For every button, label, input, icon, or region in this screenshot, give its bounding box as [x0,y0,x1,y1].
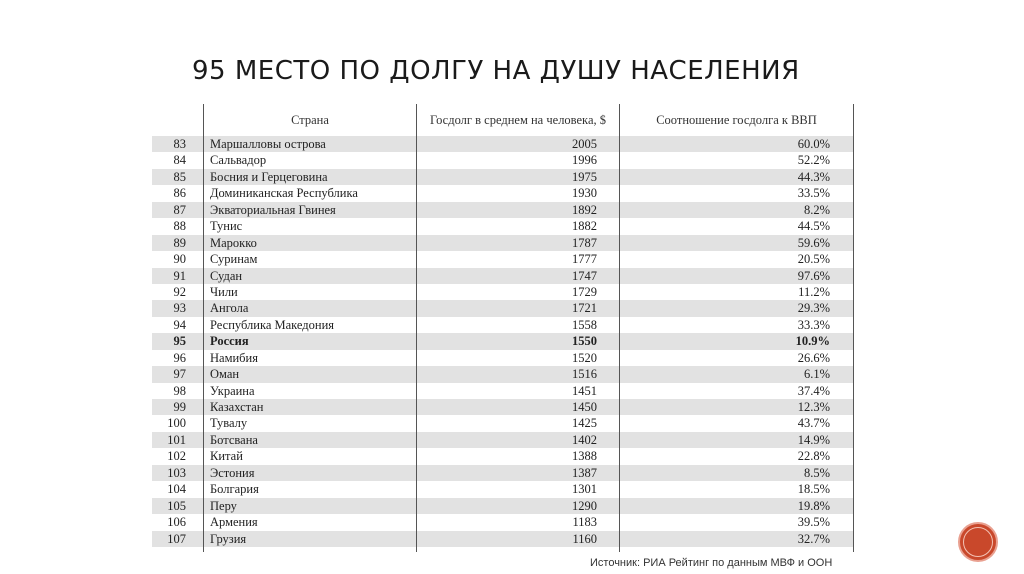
row-ratio: 43.7% [797,416,830,431]
row-debt: 1975 [572,169,597,184]
row-rank: 88 [173,219,186,234]
debt-table [152,104,854,552]
row-country: Оман [210,367,240,382]
table-row [152,498,854,514]
row-ratio: 18.5% [797,482,830,497]
row-debt: 1882 [572,219,597,234]
row-ratio: 8.2% [803,202,830,217]
table-row [152,399,854,415]
table-row [152,169,854,185]
header-ratio: Соотношение госдолга к ВВП [656,113,817,127]
row-rank: 104 [167,482,186,497]
row-country: Армения [210,515,258,530]
row-country: Доминиканская Республика [210,186,358,201]
row-ratio: 14.9% [797,432,830,447]
table-row [152,481,854,497]
row-rank: 100 [167,416,186,431]
row-debt: 1402 [572,432,597,447]
row-country: Чили [210,284,238,299]
table-row [152,448,854,464]
row-rank: 84 [173,153,186,168]
row-country: Экваториальная Гвинея [210,202,336,217]
row-country: Тунис [210,219,243,234]
row-ratio: 97.6% [797,268,830,283]
row-ratio: 59.6% [797,235,830,250]
row-country: Судан [210,268,243,283]
row-ratio: 52.2% [797,153,830,168]
table-row [152,415,854,431]
row-debt: 1787 [572,235,597,250]
table-row [152,218,854,234]
table-row [152,202,854,218]
row-debt: 1451 [572,383,597,398]
row-rank: 107 [167,531,186,546]
table-body [152,136,854,547]
row-rank: 91 [173,268,186,283]
row-country: Китай [210,449,243,464]
row-rank: 95 [173,334,186,349]
row-debt: 1930 [572,186,597,201]
table-row [152,136,854,152]
row-ratio: 20.5% [797,252,830,267]
row-debt: 1425 [572,416,597,431]
row-rank: 86 [173,186,186,201]
row-country: Маршалловы острова [210,137,326,151]
row-ratio: 11.2% [798,284,830,299]
table-row [152,251,854,267]
row-country: Республика Македония [210,317,335,332]
row-ratio: 60.0% [797,137,830,151]
row-ratio: 32.7% [797,531,830,546]
row-ratio: 10.9% [795,334,830,349]
column-divider [853,104,854,552]
column-divider [619,104,620,552]
row-debt: 2005 [572,137,597,151]
table-row [152,383,854,399]
row-country: Марокко [210,235,257,250]
row-debt: 1550 [572,334,597,349]
table-row [152,350,854,366]
table-row [152,152,854,168]
row-rank: 102 [167,449,186,464]
circle-button-icon[interactable] [958,522,998,562]
table-row [152,235,854,251]
row-ratio: 44.3% [797,169,830,184]
column-divider [416,104,417,552]
row-country: Казахстан [210,400,264,414]
row-ratio: 39.5% [797,515,830,530]
row-country: Грузия [210,531,247,546]
table-row [152,333,854,349]
row-debt: 1721 [572,301,597,316]
table-row [152,284,854,300]
row-debt: 1747 [572,268,597,283]
row-debt: 1301 [572,482,597,497]
row-country: Украина [210,383,255,398]
row-debt: 1892 [572,202,597,217]
header-debt: Госдолг в среднем на человека, $ [429,113,606,127]
row-rank: 98 [173,383,186,398]
row-debt: 1516 [572,367,597,382]
table-row [152,185,854,201]
table-row [152,531,854,547]
row-country: Ботсвана [210,432,258,447]
table-row [152,268,854,284]
row-debt: 1183 [572,515,597,530]
row-rank: 97 [173,367,186,382]
row-ratio: 37.4% [797,383,830,398]
row-country: Ангола [210,301,249,316]
row-rank: 90 [173,252,186,267]
row-country: Намибия [210,350,258,365]
table-row [152,300,854,316]
row-debt: 1450 [572,400,597,414]
row-country: Эстония [210,465,255,480]
row-rank: 92 [173,284,186,299]
row-country: Сальвадор [210,153,267,168]
row-ratio: 19.8% [797,498,830,513]
row-country: Болгария [210,482,259,497]
row-ratio: 22.8% [797,449,830,464]
row-country: Россия [210,334,249,349]
column-divider [203,104,204,552]
row-ratio: 8.5% [803,465,830,480]
row-debt: 1729 [572,284,597,299]
row-debt: 1996 [572,153,597,168]
table-row [152,432,854,448]
row-country: Тувалу [210,416,248,431]
row-rank: 87 [173,202,186,217]
header-country: Страна [291,113,329,127]
row-debt: 1558 [572,317,597,332]
row-ratio: 29.3% [797,301,830,316]
row-ratio: 12.3% [797,400,830,414]
row-rank: 105 [167,498,186,513]
row-debt: 1160 [572,531,597,546]
row-rank: 83 [173,137,186,151]
row-rank: 93 [173,301,186,316]
row-rank: 106 [167,515,186,530]
row-ratio: 33.3% [797,317,830,332]
row-ratio: 26.6% [797,350,830,365]
row-country: Босния и Герцеговина [210,169,328,184]
row-debt: 1388 [572,449,597,464]
table-row [152,465,854,481]
row-rank: 85 [173,169,186,184]
row-rank: 101 [167,432,186,447]
table-row [152,514,854,530]
row-rank: 94 [173,317,186,332]
row-ratio: 6.1% [803,367,830,382]
row-debt: 1387 [572,465,597,480]
table-row [152,317,854,333]
row-debt: 1520 [572,350,597,365]
row-ratio: 33.5% [797,186,830,201]
row-rank: 103 [167,465,186,480]
row-country: Перу [210,498,237,513]
row-debt: 1777 [572,252,597,267]
source-note: Источник: РИА Рейтинг по данным МВФ и ООН [590,557,833,569]
page-title: 95 МЕСТО ПО ДОЛГУ НА ДУШУ НАСЕЛЕНИЯ [192,56,800,86]
circle-button-ring [963,527,993,557]
row-debt: 1290 [572,498,597,513]
table-row [152,366,854,382]
row-rank: 99 [173,400,186,414]
row-rank: 96 [173,350,186,365]
row-ratio: 44.5% [797,219,830,234]
row-rank: 89 [173,235,186,250]
row-country: Суринам [210,252,258,267]
